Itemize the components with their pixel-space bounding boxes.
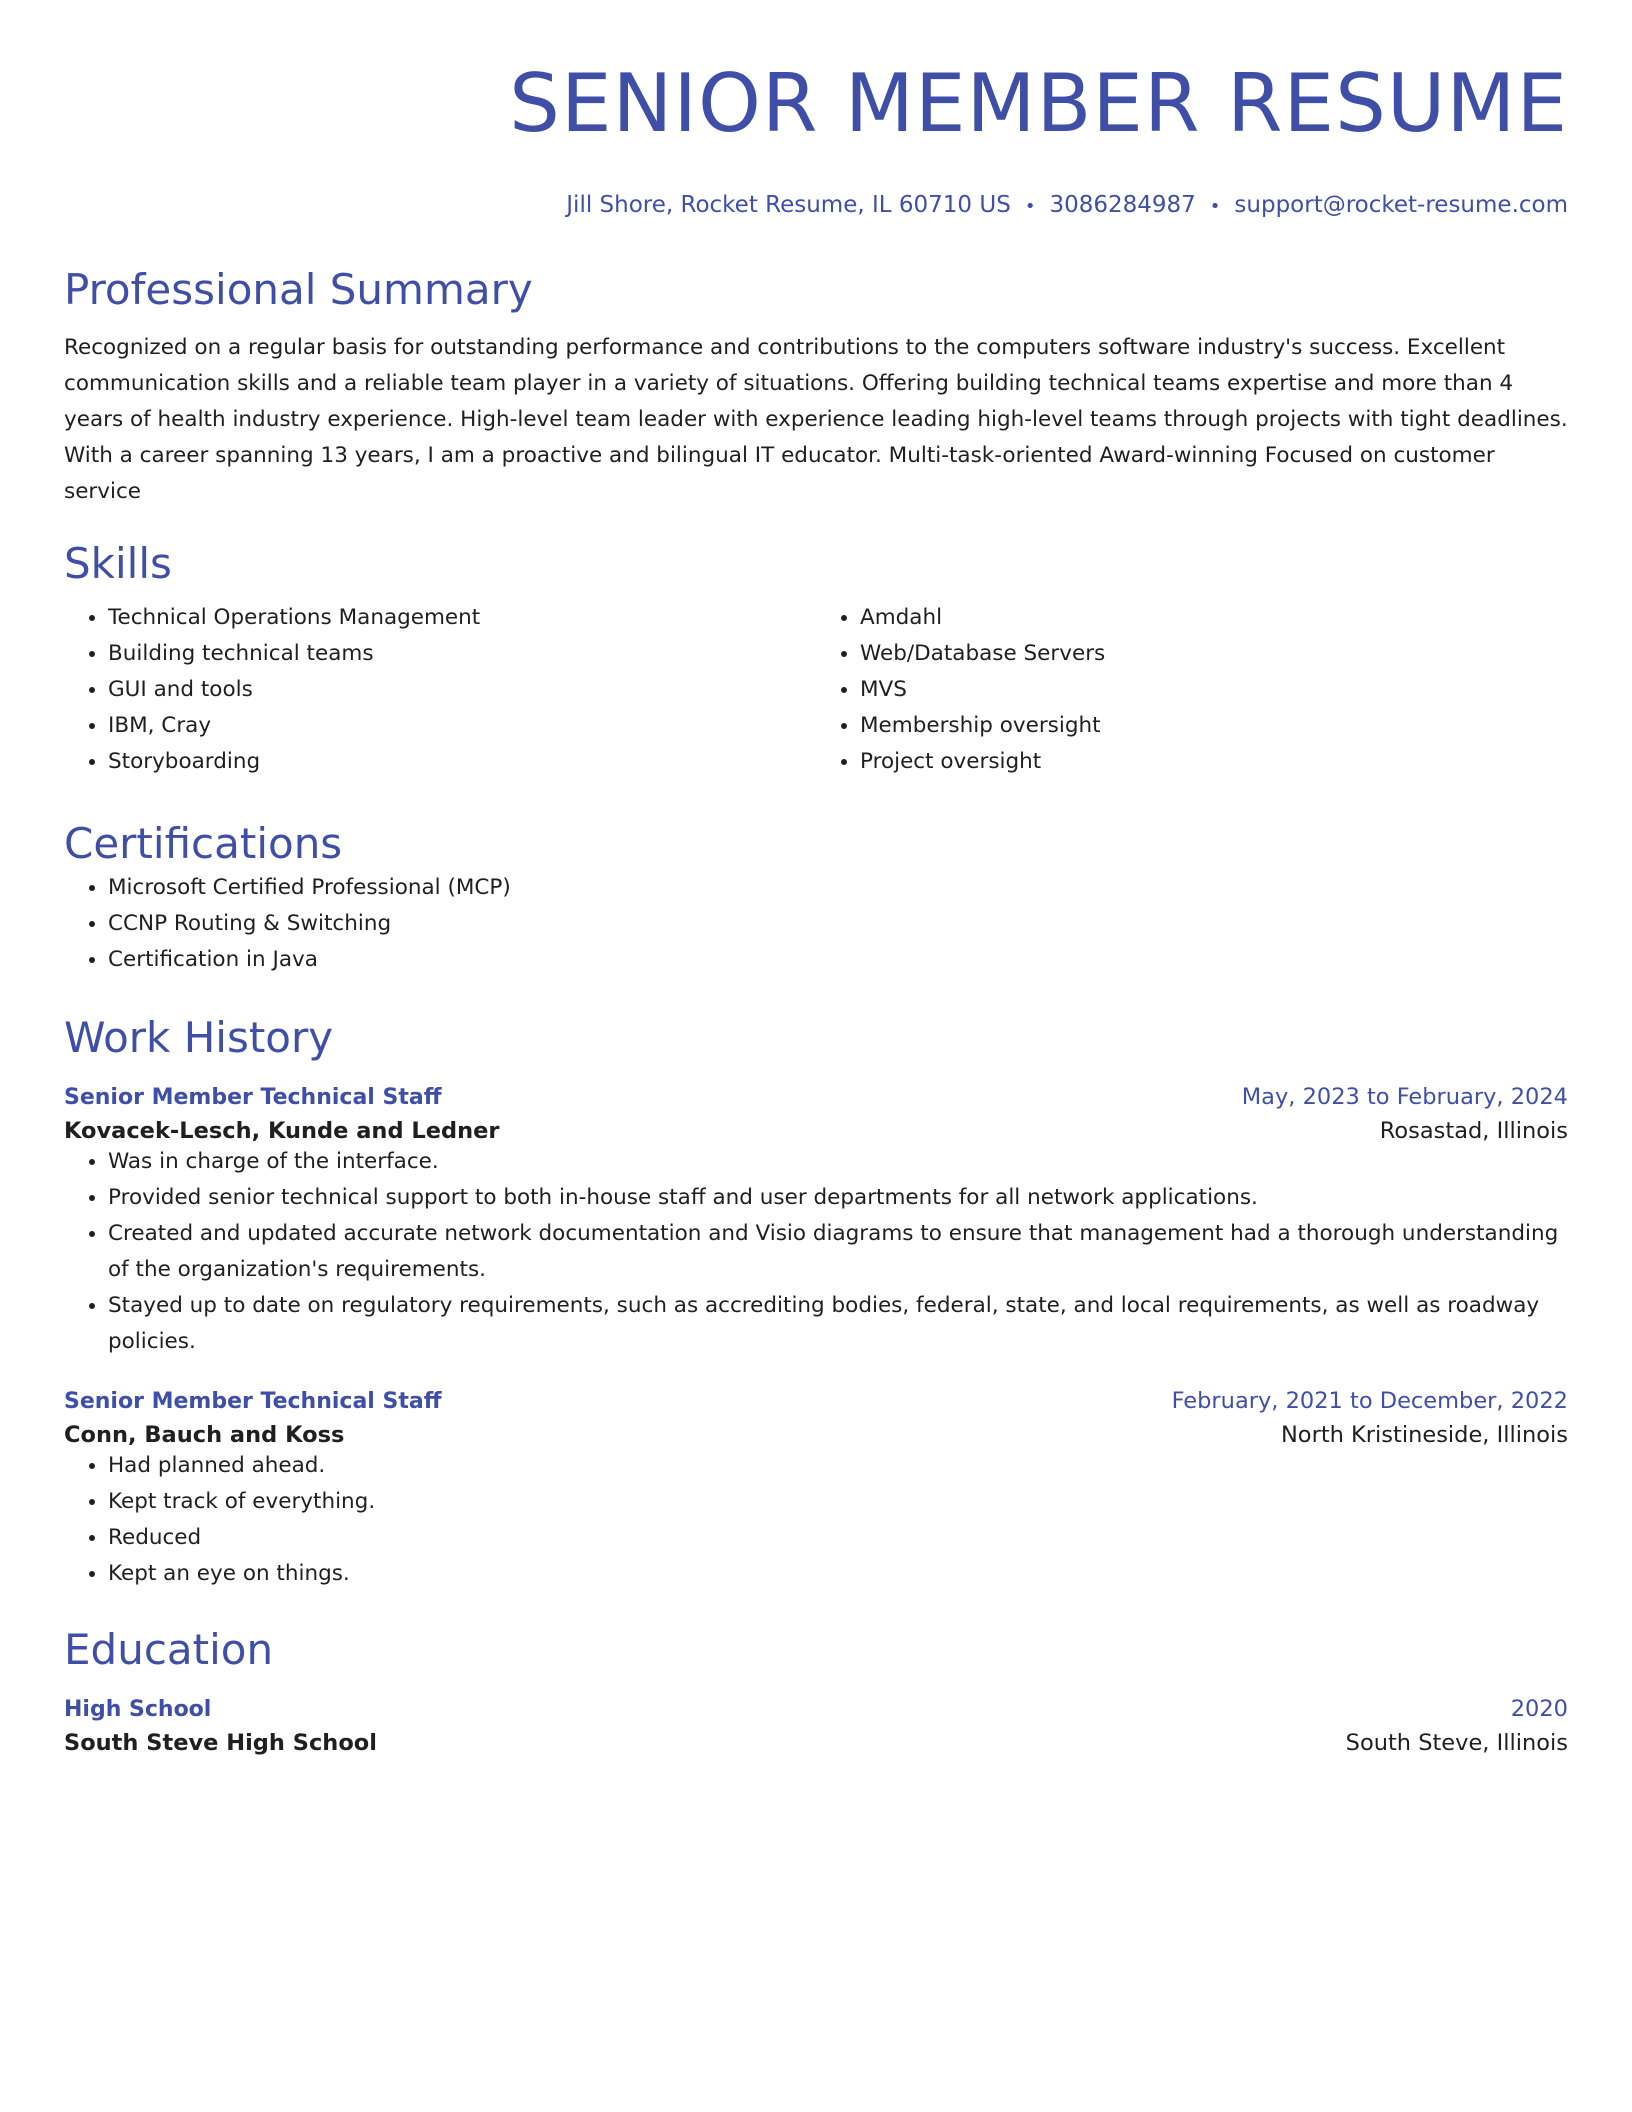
summary-heading: Professional Summary	[64, 265, 533, 314]
contact-separator: •	[1024, 196, 1036, 217]
skill-item: • Storyboarding	[108, 744, 816, 780]
job-duties	[64, 1448, 1568, 1592]
job-employer-row	[64, 1118, 1568, 1144]
skill-item: • Amdahl	[860, 600, 1568, 636]
skill-item: • GUI and tools	[108, 672, 816, 708]
certification-item: • CCNP Routing & Switching	[108, 906, 1568, 942]
duty-item: • Provided senior technical support to both in-house staff and user departments for all network applications.	[108, 1180, 1568, 1216]
contact-address: Jill Shore, Rocket Resume, IL 60710 US	[566, 192, 1011, 218]
skill-item: • Building technical teams	[108, 636, 816, 672]
job-entry	[64, 1388, 1568, 1592]
certifications-list	[64, 870, 1568, 978]
skills-list-right	[816, 600, 1568, 780]
skill-item: • MVS	[860, 672, 1568, 708]
certifications-heading: Certifications	[64, 819, 343, 868]
skill-item: • Web/Database Servers	[860, 636, 1568, 672]
education-school: South Steve High School	[64, 1730, 377, 1756]
duty-item: • Had planned ahead.	[108, 1448, 1568, 1484]
skills-heading: Skills	[64, 539, 172, 588]
skill-item: • Project oversight	[860, 744, 1568, 780]
job-company: Kovacek-Lesch, Kunde and Ledner	[64, 1118, 500, 1144]
skill-item: • Technical Operations Management	[108, 600, 816, 636]
job-header	[64, 1084, 1568, 1110]
certification-item: • Certification in Java	[108, 942, 1568, 978]
duty-item: • Created and updated accurate network documentation and Visio diagrams to ensure that management had a thorough understanding of the organization's requirements.	[108, 1216, 1568, 1288]
skills-list-left	[64, 600, 816, 780]
education-location: South Steve, Illinois	[1345, 1730, 1568, 1756]
job-duties	[64, 1144, 1568, 1360]
duty-item: • Reduced	[108, 1520, 1568, 1556]
education-school-row	[64, 1730, 1568, 1756]
certification-item: • Microsoft Certified Professional (MCP)	[108, 870, 1568, 906]
job-title: Senior Member Technical Staff	[64, 1085, 442, 1110]
duty-item: • Was in charge of the interface.	[108, 1144, 1568, 1180]
job-dates: May, 2023 to February, 2024	[1241, 1084, 1568, 1110]
job-company: Conn, Bauch and Koss	[64, 1422, 345, 1448]
education-header	[64, 1696, 1568, 1722]
education-year: 2020	[1510, 1696, 1568, 1722]
job-location: North Kristineside, Illinois	[1280, 1422, 1568, 1448]
job-header	[64, 1388, 1568, 1414]
contact-separator: •	[1209, 196, 1221, 217]
duty-item: • Kept an eye on things.	[108, 1556, 1568, 1592]
skill-item: • Membership oversight	[860, 708, 1568, 744]
job-location: Rosastad, Illinois	[1379, 1118, 1568, 1144]
resume-name: SENIOR MEMBER RESUME	[509, 57, 1568, 150]
education-entry	[64, 1696, 1568, 1756]
job-employer-row	[64, 1422, 1568, 1448]
duty-item: • Stayed up to date on regulatory requirements, such as accrediting bodies, federal, state, and local requirements, as well as roadway policies.	[108, 1288, 1568, 1360]
job-dates: February, 2021 to December, 2022	[1171, 1388, 1568, 1414]
duty-item: • Kept track of everything.	[108, 1484, 1568, 1520]
skills-grid	[64, 600, 1568, 780]
summary-text: Recognized on a regular basis for outstanding performance and contributions to the computers software industry's success. Excellent communication skills and a reliable team player in a variety of situations. Offering building technical teams expertise and more than 4 years of health industry experience. High-level team leader with experience leading high-level teams through projects with tight deadlines. With a career spanning 13 years, I am a proactive and bilingual IT educator. Multi-task-oriented Award-winning Focused on customer service	[64, 335, 1568, 504]
contact-line	[64, 190, 1568, 222]
education-heading: Education	[64, 1625, 274, 1674]
contact-phone: 3086284987	[1049, 192, 1196, 218]
job-entry	[64, 1084, 1568, 1360]
education-degree: High School	[64, 1697, 212, 1722]
contact-email: support@rocket-resume.com	[1234, 192, 1568, 218]
job-title: Senior Member Technical Staff	[64, 1389, 442, 1414]
skill-item: • IBM, Cray	[108, 708, 816, 744]
work-history-heading: Work History	[64, 1013, 334, 1062]
